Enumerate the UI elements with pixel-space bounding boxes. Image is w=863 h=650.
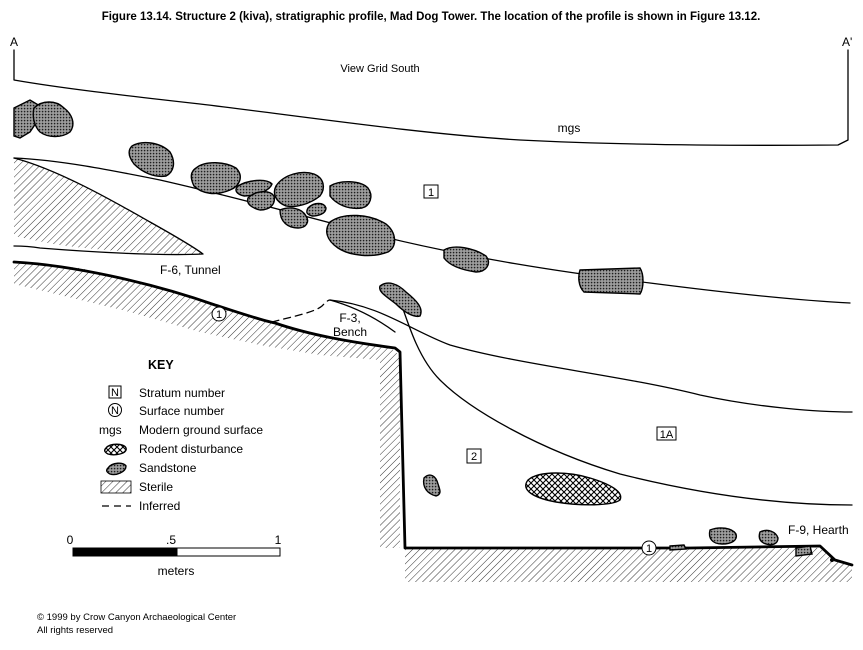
key-rodent-symbol: [105, 444, 127, 455]
rodent-disturbance: [526, 473, 621, 505]
sandstone: [759, 530, 778, 544]
scale-tick-label: .5: [165, 533, 177, 547]
sandstone: [327, 215, 395, 255]
sandstone: [796, 546, 812, 556]
view-label: View Grid South: [340, 63, 420, 75]
sandstone: [670, 545, 686, 550]
sterile-right-floor: [405, 548, 852, 582]
sandstone: [579, 268, 643, 294]
scale-bar-white-half: [177, 548, 280, 556]
hearth-label: F-9, Hearth: [788, 523, 849, 537]
sandstone: [307, 204, 326, 217]
sandstone: [710, 528, 737, 544]
key-item-label: Sterile: [139, 480, 174, 494]
sandstone: [274, 173, 323, 207]
key-item-label: Inferred: [139, 499, 181, 513]
scale-bar-black-half: [73, 548, 177, 556]
scale-unit-label: meters: [157, 564, 195, 578]
sterile-upper-left: [14, 158, 203, 254]
bench-label-line2: Bench: [332, 325, 368, 339]
profile-end-left: A: [10, 35, 19, 49]
stratum-boundary-1a-2: [400, 300, 852, 505]
sandstone: [33, 102, 73, 137]
mgs-label: mgs: [557, 121, 581, 135]
inferred-line: [272, 300, 330, 322]
mgs-line: [14, 50, 848, 145]
key-stratum-symbol-text: N: [111, 387, 119, 399]
stratum-2-label: 2: [470, 451, 478, 463]
surface-upper-label: 1: [215, 309, 223, 321]
key-surface-symbol-text: N: [111, 405, 119, 417]
key-item-label: Modern ground surface: [139, 423, 264, 437]
key-legend: [99, 358, 263, 513]
sandstone: [424, 475, 440, 496]
scale-tick-label: 0: [66, 533, 74, 547]
key-title: KEY: [148, 358, 174, 372]
stratum-1-label: 1: [427, 187, 435, 199]
sandstone: [191, 163, 240, 194]
sandstone: [380, 283, 421, 316]
sandstone: [330, 182, 371, 209]
bench-label-line1: F-3,: [339, 311, 361, 325]
sandstone: [444, 247, 488, 272]
key-sterile-symbol: [101, 481, 131, 493]
surface-floor-label: 1: [645, 543, 653, 555]
figure-caption: Figure 13.14. Structure 2 (kiva), stratigraphic profile, Mad Dog Tower. The location of the profile is shown in Figure 13.12.: [101, 11, 761, 23]
copyright-line2: All rights reserved: [37, 625, 114, 636]
profile-end-right: A': [842, 35, 853, 49]
sandstone: [248, 192, 275, 210]
stratum-boundary-1-1a: [330, 300, 852, 412]
scale-tick-label: 1: [274, 533, 282, 547]
key-item-label: Stratum number: [139, 386, 226, 400]
key-item-label: Sandstone: [139, 461, 197, 475]
key-sandstone-symbol: [107, 463, 126, 474]
key-item-label: Rodent disturbance: [139, 442, 244, 456]
sandstone: [280, 208, 308, 228]
key-item-label: Surface number: [139, 404, 225, 418]
tunnel-label: F-6, Tunnel: [160, 263, 221, 277]
copyright-line1: © 1999 by Crow Canyon Archaeological Center: [37, 612, 237, 623]
sandstone: [129, 143, 173, 177]
scale-bar: [67, 533, 282, 578]
stratum-1a-label: 1A: [659, 429, 674, 441]
key-mgs-symbol: mgs: [99, 423, 122, 437]
hearth-dot: [830, 558, 834, 562]
